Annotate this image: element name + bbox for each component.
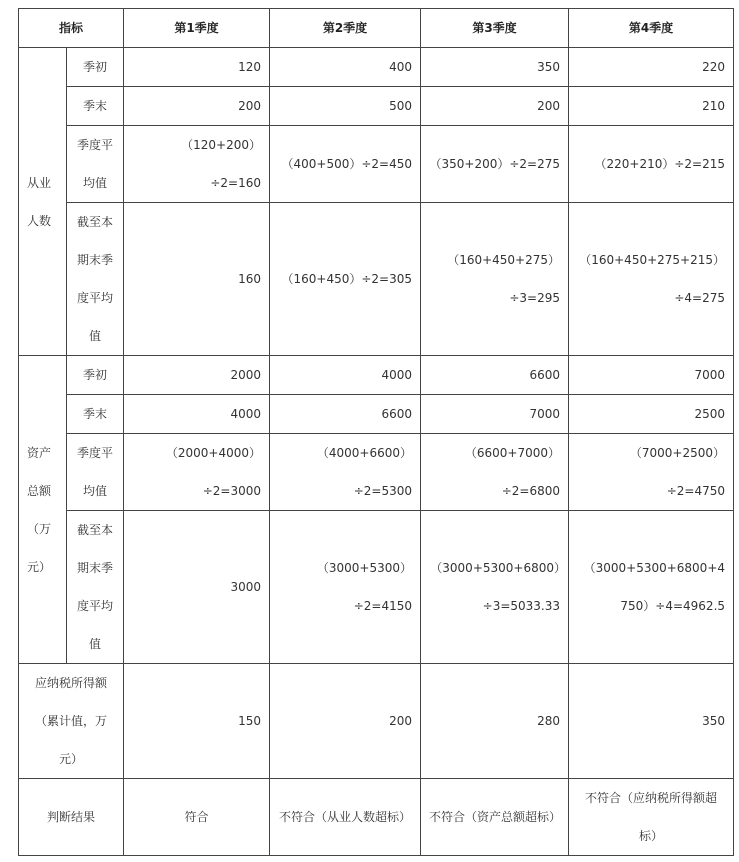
table-cell: 160 [124, 203, 270, 356]
row-label: 季末 [67, 87, 124, 126]
table-cell: 150 [124, 664, 270, 779]
table-cell: （3000+5300+6800+4750）÷4=4962.5 [569, 511, 734, 664]
category-assets: 资产总额（万元） [19, 356, 67, 664]
header-q1: 第1季度 [124, 9, 270, 48]
row-label: 截至本期末季度平均值 [67, 511, 124, 664]
table-cell: （160+450）÷2=305 [270, 203, 421, 356]
table-cell: 7000 [569, 356, 734, 395]
table-cell: 200 [124, 87, 270, 126]
taxable-income-label: 应纳税所得额（累计值，万元） [19, 664, 124, 779]
table-cell: （160+450+275）÷3=295 [421, 203, 569, 356]
table-row [19, 395, 734, 434]
table-cell: （3000+5300）÷2=4150 [270, 511, 421, 664]
table-cell: 200 [421, 87, 569, 126]
row-label: 季度平均值 [67, 126, 124, 203]
table-cell: （120+200）÷2=160 [124, 126, 270, 203]
table-row [19, 511, 734, 664]
row-label: 季初 [67, 356, 124, 395]
table-cell: 400 [270, 48, 421, 87]
table-cell: （400+500）÷2=450 [270, 126, 421, 203]
table-cell: （7000+2500）÷2=4750 [569, 434, 734, 511]
table-row [19, 126, 734, 203]
table-cell: 120 [124, 48, 270, 87]
table-cell: （2000+4000）÷2=3000 [124, 434, 270, 511]
quarterly-indicator-table [18, 8, 734, 856]
table-cell: 6600 [421, 356, 569, 395]
table-cell: 200 [270, 664, 421, 779]
table-row [19, 48, 734, 87]
table-cell: 不符合（从业人数超标） [270, 779, 421, 856]
table-cell: （160+450+275+215）÷4=275 [569, 203, 734, 356]
header-indicator: 指标 [19, 9, 124, 48]
table-row [19, 356, 734, 395]
table-row [19, 203, 734, 356]
table-row [19, 779, 734, 856]
header-q3: 第3季度 [421, 9, 569, 48]
table-cell: 7000 [421, 395, 569, 434]
table-cell: 4000 [124, 395, 270, 434]
table-cell: 350 [421, 48, 569, 87]
table-cell: 4000 [270, 356, 421, 395]
table-cell: （6600+7000）÷2=6800 [421, 434, 569, 511]
table-cell: 符合 [124, 779, 270, 856]
table-cell: 不符合（资产总额超标） [421, 779, 569, 856]
table-cell: 220 [569, 48, 734, 87]
table-cell: 280 [421, 664, 569, 779]
table-cell: （350+200）÷2=275 [421, 126, 569, 203]
table-cell: 2500 [569, 395, 734, 434]
header-q2: 第2季度 [270, 9, 421, 48]
table-cell: （3000+5300+6800）÷3=5033.33 [421, 511, 569, 664]
header-q4: 第4季度 [569, 9, 734, 48]
row-label: 季度平均值 [67, 434, 124, 511]
row-label: 季末 [67, 395, 124, 434]
table-cell: （220+210）÷2=215 [569, 126, 734, 203]
table-row [19, 87, 734, 126]
table-cell: 500 [270, 87, 421, 126]
row-label: 季初 [67, 48, 124, 87]
result-label: 判断结果 [19, 779, 124, 856]
table-cell: 不符合（应纳税所得额超标） [569, 779, 734, 856]
header-row [19, 9, 734, 48]
table-row [19, 664, 734, 779]
table-cell: 210 [569, 87, 734, 126]
table-cell: 3000 [124, 511, 270, 664]
category-employees: 从业人数 [19, 48, 67, 356]
table-row [19, 434, 734, 511]
table-cell: 6600 [270, 395, 421, 434]
table-cell: 2000 [124, 356, 270, 395]
row-label: 截至本期末季度平均值 [67, 203, 124, 356]
table-cell: 350 [569, 664, 734, 779]
table-cell: （4000+6600）÷2=5300 [270, 434, 421, 511]
